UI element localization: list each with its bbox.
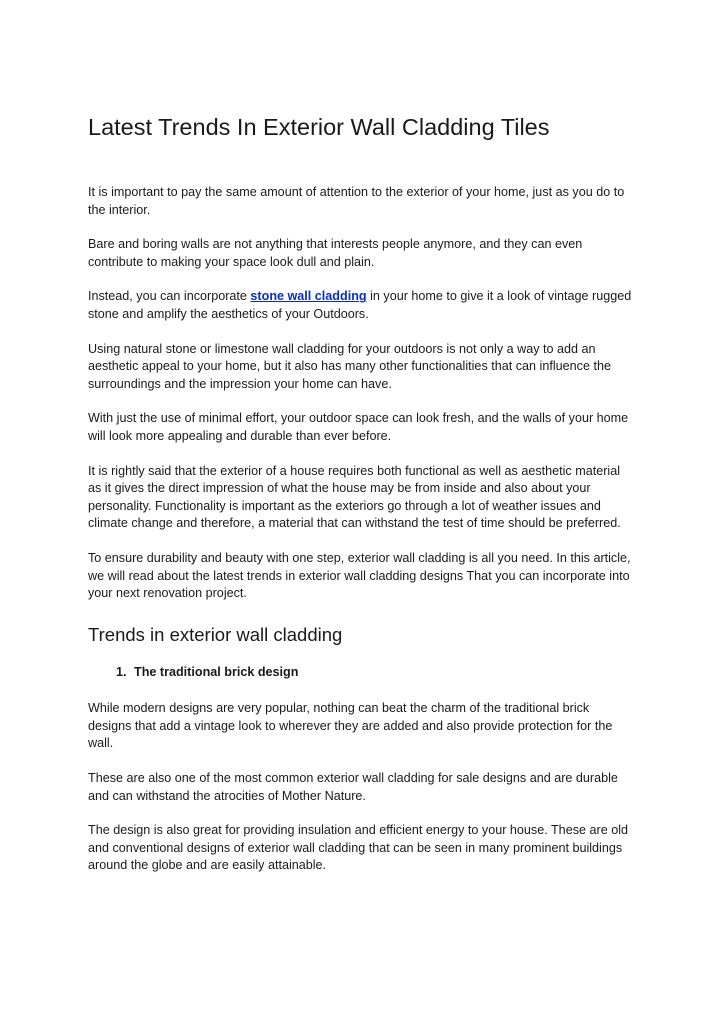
list-item: 1. The traditional brick design <box>130 664 636 682</box>
link-paragraph-after: in your home to give it a look of vintage rugged stone and amplify the aesthetics of your Outdoors. <box>88 289 632 321</box>
paragraph-intro-1: It is important to pay the same amount of attention to the exterior of your home, just as you do to the interior. <box>88 185 625 217</box>
paragraph-section-2: These are also one of the most common exterior wall cladding for sale designs and are durable and can withstand the atrocities of Mother Nature. <box>88 771 618 803</box>
page-title: Latest Trends In Exterior Wall Cladding Tiles <box>88 114 550 140</box>
link-paragraph-before: Instead, you can incorporate <box>88 289 251 304</box>
paragraph-main-2: With just the use of minimal effort, your outdoor space can look fresh, and the walls of your home will look more appealing and durable than ever before. <box>88 411 629 443</box>
paragraph-main-4: To ensure durability and beauty with one step, exterior wall cladding is all you need. In this article, we will read about the latest trends in exterior wall cladding designs That you can incorporate into your next renovation project. <box>88 550 631 601</box>
article-body <box>88 184 636 892</box>
paragraph-main-1: Using natural stone or limestone wall cladding for your outdoors is not only a way to add an aesthetic appeal to your home, but it also has many other functionalities that can influence the surroundings and the impression your home can have. <box>88 341 611 391</box>
stone-wall-cladding-link[interactable]: stone wall cladding <box>250 289 367 304</box>
section-heading: Trends in exterior wall cladding <box>88 623 343 645</box>
paragraph-main-3: It is rightly said that the exterior of a house requires both functional as well as aesthetic material as it gives the direct impression of what the house may be from inside and also about your personality. Functionality is important as the exteriors go through a lot of weather issues and climate change and therefore, a material that can withstand the test of time should be preferred. <box>88 463 621 531</box>
trends-list <box>88 664 636 682</box>
paragraph-with-link <box>88 288 636 323</box>
paragraph-intro-2: Bare and boring walls are not anything that interests people anymore, and they can even contribute to making your space look dull and plain. <box>88 237 583 269</box>
paragraph-section-3: The design is also great for providing insulation and efficient energy to your house. These are old and conventional designs of exterior wall cladding that can be seen in many prominent buildings around the globe and are easily attainable. <box>88 823 628 873</box>
paragraph-section-1: While modern designs are very popular, nothing can beat the charm of the traditional brick designs that add a vintage look to wherever they are added and also provide protection for the wall. <box>88 701 613 751</box>
